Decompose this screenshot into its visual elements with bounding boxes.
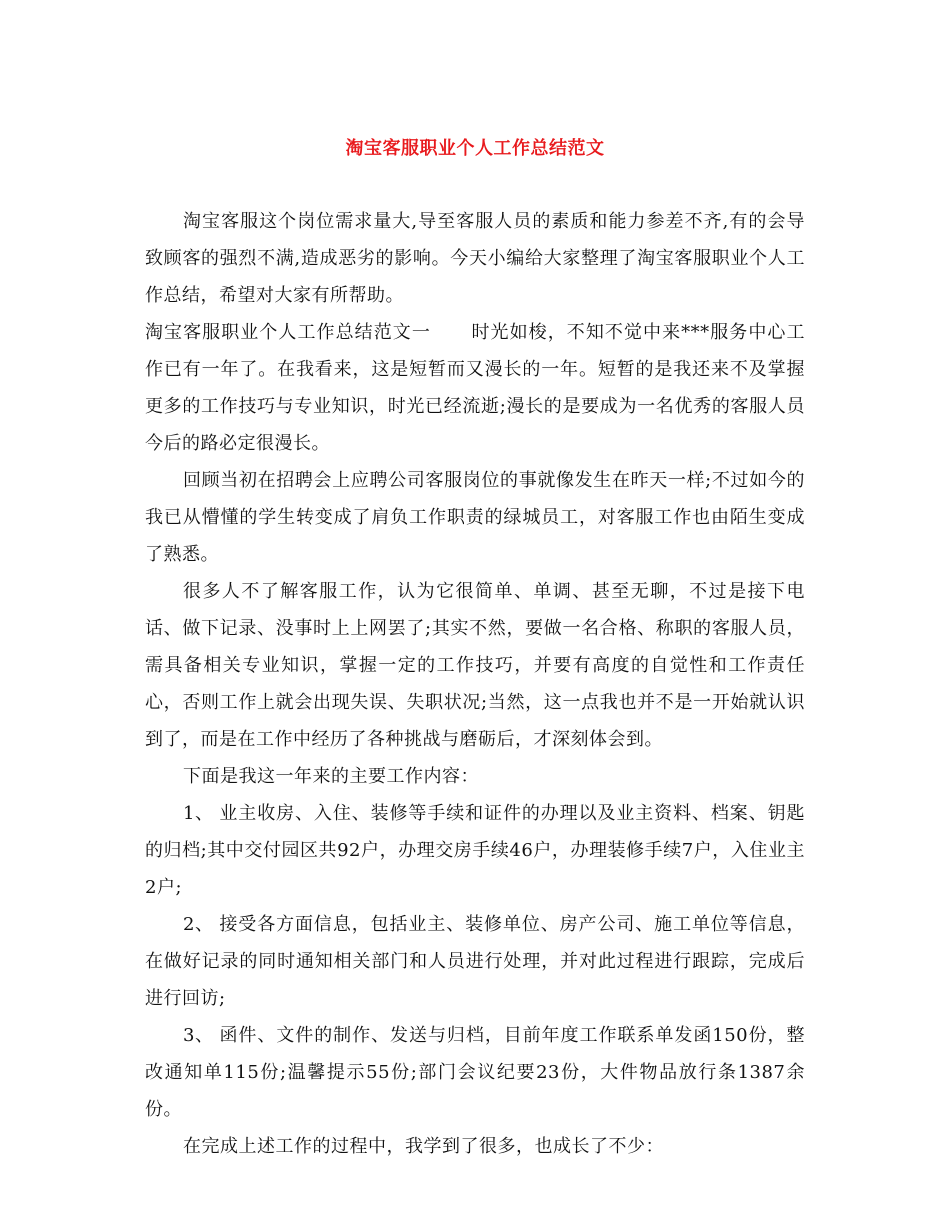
intro-paragraph: 淘宝客服这个岗位需求量大,导至客服人员的素质和能力参差不齐,有的会导致顾客的强烈不满,造成恶劣的影响。今天小编给大家整理了淘宝客服职业个人工作总结，希望对大家有所帮助。 [145,211,805,306]
closing-paragraph: 在完成上述工作的过程中，我学到了很多，也成长了不少： [183,1136,664,1157]
list-item-text: 业主收房、入住、装修等手续和证件的办理以及业主资料、档案、钥匙的归档;其中交付园区共92户，办理交房手续46户，办理装修手续7户，入住业主2户; [145,803,805,898]
section-heading: 淘宝客服职业个人工作总结范文一 [145,322,431,343]
list-item [145,906,805,1017]
list-item [145,1017,805,1128]
paragraph: 回顾当初在招聘会上应聘公司客服岗位的事就像发生在昨天一样;不过如今的我已从懵懂的学生转变成了肩负工作职责的绿城员工，对客服工作也由陌生变成了熟悉。 [145,470,805,565]
paragraph: 很多人不了解客服工作，认为它很简单、单调、甚至无聊，不过是接下电话、做下记录、没事时上上网罢了;其实不然，要做一名合格、称职的客服人员，需具备相关专业知识，掌握一定的工作技巧，并要有高度的自觉性和工作责任心，否则工作上就会出现失误、失职状况;当然，这一点我也并不是一开始就认识到了，而是在工作中经历了各种挑战与磨砺后，才深刻体会到。 [145,581,805,750]
list-item-text: 接受各方面信息，包括业主、装修单位、房产公司、施工单位等信息，在做好记录的同时通知相关部门和人员进行处理，并对此过程进行跟踪，完成后进行回访; [145,914,805,1009]
list-item-number: 2、 [183,914,214,935]
document-title: 淘宝客服职业个人工作总结范文 [345,138,605,159]
paragraph: 下面是我这一年来的主要工作内容： [183,766,479,787]
list-item [145,795,805,906]
list-item-number: 3、 [183,1025,214,1046]
list-item-number: 1、 [183,803,214,824]
section-first-paragraph [145,314,805,462]
list-item-text: 函件、文件的制作、发送与归档，目前年度工作联系单发函150份，整改通知单115份;温馨提示55份;部门会议纪要23份，大件物品放行条1387余份。 [145,1025,805,1120]
section-first-text: 时光如梭，不知不觉中来***服务中心工作已有一年了。在我看来，这是短暂而又漫长的一年。短暂的是我还来不及掌握更多的工作技巧与专业知识，时光已经流逝;漫长的是要成为一名优秀的客服人员今后的路必定很漫长。 [145,322,805,454]
document-body [145,203,805,1165]
